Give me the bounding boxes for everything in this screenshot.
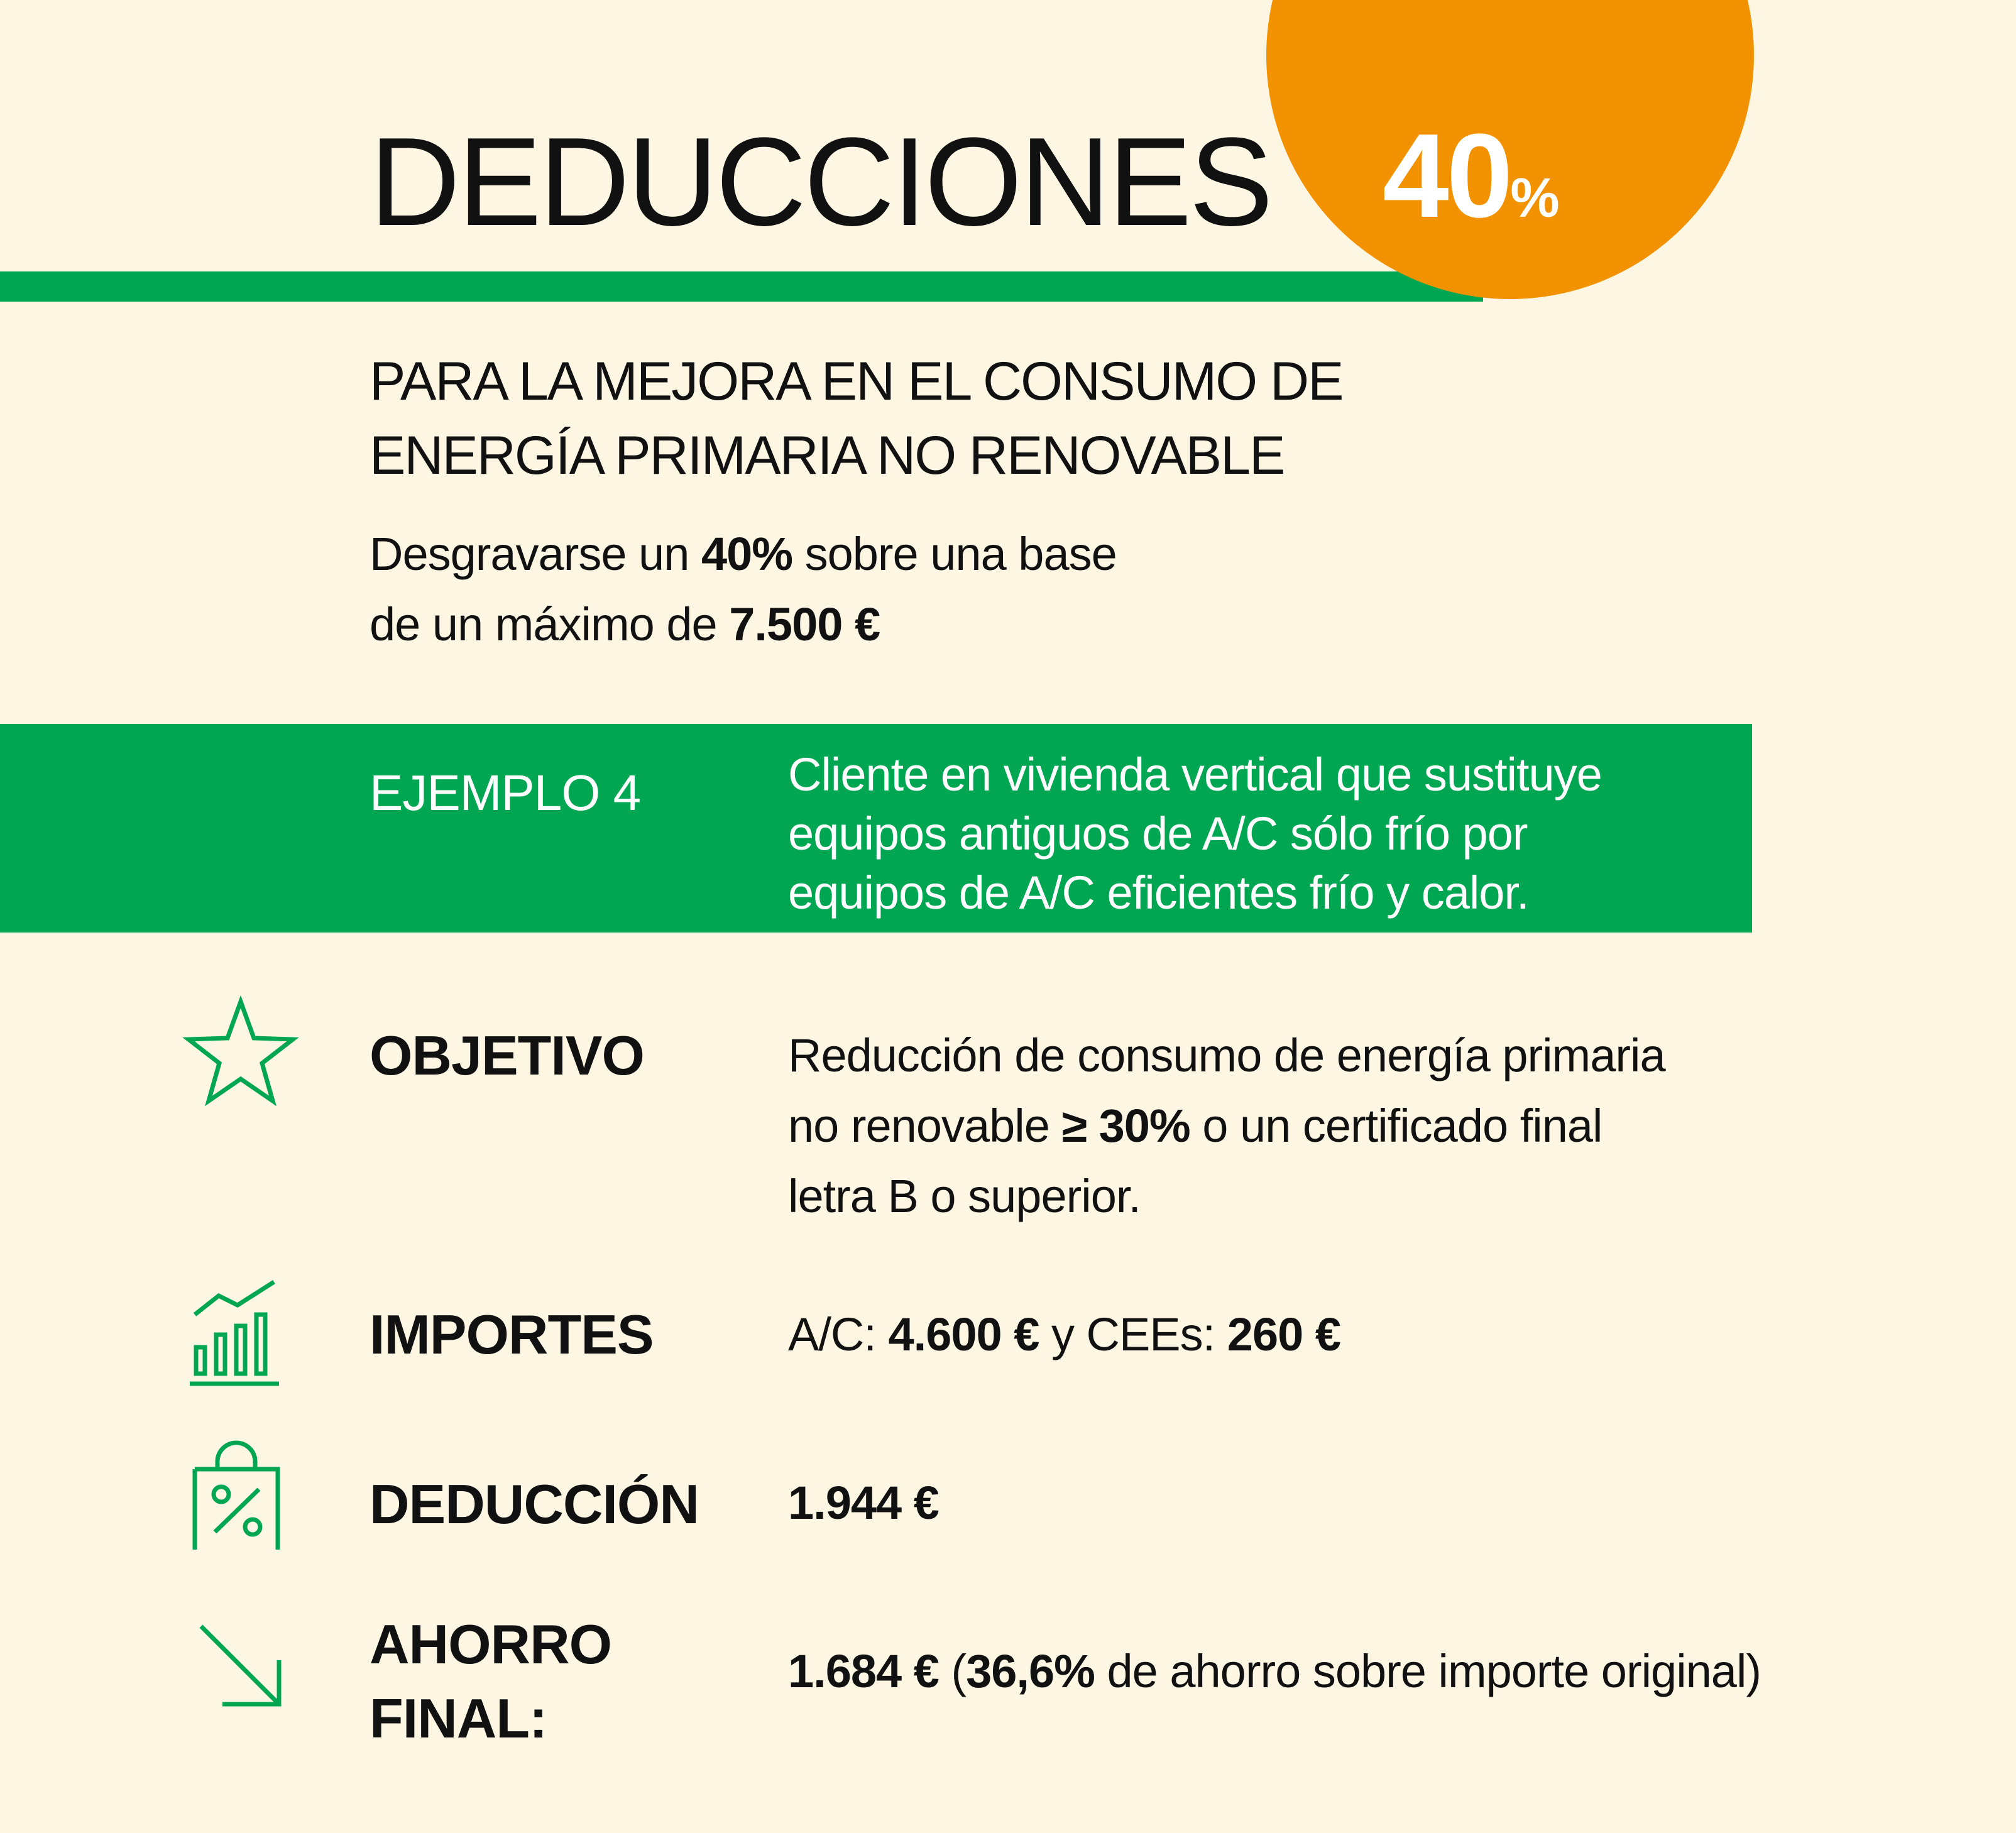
description-line-2 <box>370 589 1117 660</box>
star-icon <box>181 995 300 1108</box>
ahorro-label <box>370 1607 611 1756</box>
description-line-1 <box>370 519 1117 589</box>
ahorro-text <box>788 1636 1761 1707</box>
badge-percent-symbol: % <box>1510 167 1560 229</box>
page-title: DEDUCCIONES <box>370 112 1271 252</box>
example-line-2: equipos antiguos de A/C sólo frío por <box>788 807 1528 860</box>
arrow-down-right-icon <box>192 1617 287 1712</box>
ahorro-amount: 1.684 € <box>788 1645 939 1697</box>
importes-text-part: y CEEs: <box>1039 1308 1227 1360</box>
importes-text-part: A/C: <box>788 1308 889 1360</box>
objetivo-line-1: Reducción de consumo de energía primaria <box>788 1029 1665 1081</box>
deduccion-label: DEDUCCIÓN <box>370 1473 699 1535</box>
description <box>370 519 1117 660</box>
percentage-badge <box>1383 109 1560 243</box>
subtitle <box>370 344 1343 493</box>
example-description <box>788 745 1602 922</box>
objetivo-line-2 <box>788 1091 1665 1161</box>
example-line-1: Cliente en vivienda vertical que sustituye <box>788 748 1602 801</box>
description-percentage: 40% <box>701 528 793 580</box>
objetivo-threshold: ≥ 30% <box>1061 1100 1190 1152</box>
objetivo-line-3: letra B o superior. <box>788 1170 1141 1222</box>
example-label: EJEMPLO 4 <box>370 765 641 821</box>
subtitle-line-2: ENERGÍA PRIMARIA NO RENOVABLE <box>370 425 1285 486</box>
example-line-3: equipos de A/C eficientes frío y calor. <box>788 867 1529 919</box>
ahorro-percentage: 36,6% <box>966 1645 1095 1697</box>
objetivo-text <box>788 1020 1665 1232</box>
objetivo-label: OBJETIVO <box>370 1024 644 1086</box>
ahorro-text-part: de ahorro sobre importe original) <box>1094 1645 1761 1697</box>
objetivo-text-part: o un certificado final <box>1190 1100 1602 1152</box>
percent-bag-icon <box>190 1439 284 1555</box>
ahorro-label-line-1: AHORRO <box>370 1613 612 1675</box>
description-text: Desgravarse un <box>370 528 701 580</box>
description-text: sobre una base <box>792 528 1117 580</box>
header-divider-bar <box>0 271 1483 302</box>
subtitle-line-1: PARA LA MEJORA EN EL CONSUMO DE <box>370 351 1343 412</box>
deduccion-value: 1.944 € <box>788 1477 939 1529</box>
importes-label: IMPORTES <box>370 1303 654 1365</box>
ahorro-label-line-2: FINAL: <box>370 1687 547 1749</box>
ahorro-text-part: ( <box>938 1645 967 1697</box>
importes-text <box>788 1300 1340 1370</box>
importes-cees-amount: 260 € <box>1227 1308 1340 1360</box>
growth-chart-icon <box>187 1277 282 1390</box>
importes-ac-amount: 4.600 € <box>888 1308 1039 1360</box>
description-max-amount: 7.500 € <box>729 598 880 650</box>
description-text: de un máximo de <box>370 598 730 650</box>
objetivo-text-part: no renovable <box>788 1100 1062 1152</box>
badge-number: 40 <box>1383 109 1511 243</box>
